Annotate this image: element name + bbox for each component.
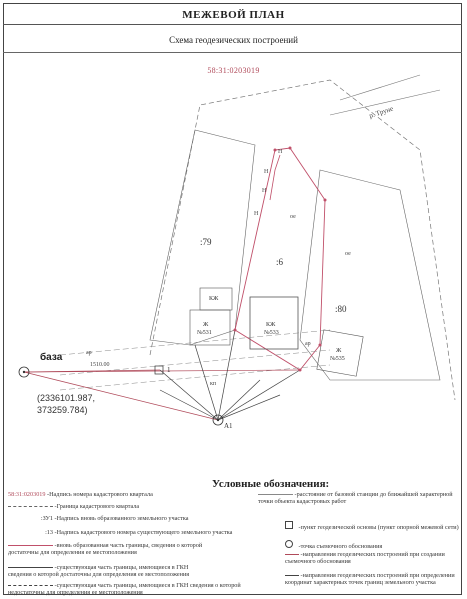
legend-symbol bbox=[8, 585, 53, 586]
point-a1-label: А1 bbox=[224, 422, 233, 430]
building-zh531-number: №531 bbox=[197, 330, 212, 336]
road-line-3 bbox=[60, 365, 330, 390]
legend-title: Условные обозначения: bbox=[212, 478, 330, 490]
legend-item-new-boundary bbox=[8, 542, 208, 556]
vertex-marker bbox=[289, 147, 292, 150]
parcel-6-label: :6 bbox=[276, 257, 284, 267]
new-parcel-boundary-inner bbox=[270, 155, 280, 200]
marker-n-2: Н bbox=[264, 169, 269, 175]
survey-ray-a1-f bbox=[160, 390, 218, 420]
legend-text: -существующая часть границы, имеющиеся в ГКН сведения о которой недостаточны для определения ее местоположения bbox=[8, 582, 241, 596]
distance-label: 1510.00 bbox=[90, 362, 110, 368]
legend-item-quarter-number bbox=[8, 491, 208, 498]
legend-text: -точка съемочного обоснования bbox=[298, 543, 383, 550]
legend-item-distance bbox=[258, 491, 463, 505]
legend-symbol bbox=[8, 506, 53, 507]
legend-symbol bbox=[8, 567, 53, 568]
road-line-1 bbox=[60, 330, 330, 355]
legend-text: -направления геодезических построений при создании съемочного обоснования bbox=[285, 551, 445, 565]
vertex-marker bbox=[234, 329, 237, 332]
legend-text: -Граница кадастрового квартала bbox=[54, 503, 140, 510]
page-title: МЕЖЕВОЙ ПЛАН bbox=[182, 9, 285, 21]
legend-item-quarter-boundary bbox=[8, 503, 208, 510]
street-label: р. Труне bbox=[368, 104, 395, 120]
marker-ar-1: ар bbox=[86, 350, 92, 356]
legend-text: -расстояние от базовой станции до ближайшей характерной точки объекта кадастровых работ bbox=[258, 491, 453, 505]
building-zh535-number: №535 bbox=[330, 356, 345, 362]
page-subtitle: Схема геодезических построений bbox=[169, 35, 298, 45]
legend-text: -существующая часть границы, имеющиеся в ГКН сведения о которой достаточны для определения ее местоположения bbox=[8, 564, 190, 578]
marker-oe-1: ое bbox=[290, 214, 296, 220]
legend-symbol: :13 bbox=[45, 529, 53, 536]
kp-label: кп bbox=[210, 381, 217, 387]
legend-item-coordinates-direction bbox=[285, 572, 463, 586]
survey-point-icon bbox=[285, 540, 293, 548]
building-zh531-label: Ж bbox=[203, 322, 209, 328]
legend-item-construction-direction bbox=[285, 551, 463, 565]
building-zh535-label: Ж bbox=[336, 348, 342, 354]
point-1-label: 1 bbox=[167, 366, 171, 374]
legend-symbol bbox=[285, 575, 299, 576]
legend-text: -Надпись вновь образованного земельного участка bbox=[54, 515, 189, 522]
parcel-80-outline bbox=[300, 170, 440, 380]
legend-text: -пункт геодезической основы (пункт опорной межевой сети) bbox=[298, 524, 459, 531]
legend-item-geodetic-point bbox=[285, 521, 463, 531]
survey-ray-a1-e bbox=[218, 395, 280, 420]
marker-oe-2: ое bbox=[345, 251, 351, 257]
quarter-boundary bbox=[150, 80, 455, 400]
legend-text: -вновь образованная часть границы, сведения о которой достаточны для определения ее местоположения bbox=[8, 542, 203, 556]
legend-text: -Надпись номера кадастрового квартала bbox=[47, 491, 153, 498]
base-station-dot bbox=[23, 371, 25, 373]
vertex-marker bbox=[274, 149, 277, 152]
legend-text: -Надпись кадастрового номера существующего земельного участка bbox=[54, 529, 233, 536]
marker-n-3: Н bbox=[262, 188, 267, 194]
marker-n-4: Н bbox=[254, 211, 259, 217]
survey-point-a1-dot bbox=[217, 419, 219, 421]
legend-text: -направления геодезических построений при определении координат характерных точек границ земельного участка bbox=[285, 572, 455, 586]
cadastral-quarter-number: 58:31:0203019 bbox=[207, 66, 260, 75]
base-coords-line1: (2336101.987, bbox=[37, 393, 96, 403]
vertex-marker bbox=[299, 369, 302, 372]
legend-item-new-parcel bbox=[8, 515, 208, 522]
legend-symbol bbox=[258, 494, 293, 495]
vertex-marker bbox=[324, 199, 327, 202]
geodetic-point-icon bbox=[285, 521, 293, 529]
legend-item-survey-point bbox=[285, 540, 463, 550]
legend-item-existing-parcel bbox=[8, 529, 258, 536]
marker-ar-2: ар bbox=[305, 341, 311, 347]
marker-n-1: Н bbox=[278, 149, 283, 155]
legend-item-insufficient-boundary bbox=[8, 582, 268, 596]
base-coords-line2: 373259.784) bbox=[37, 405, 88, 415]
base-label: база bbox=[40, 352, 63, 363]
legend-symbol: 58:31:0203019 bbox=[8, 491, 46, 498]
building-kzh-label: КЖ bbox=[209, 296, 219, 302]
street-line bbox=[340, 75, 420, 100]
parcel-80-label: :80 bbox=[335, 304, 347, 314]
legend-item-existing-boundary bbox=[8, 564, 208, 578]
parcel-79-label: :79 bbox=[200, 237, 212, 247]
legend-symbol bbox=[285, 554, 299, 555]
building-kzh533-number: №533 bbox=[264, 330, 279, 336]
legend-symbol bbox=[8, 545, 53, 546]
vertex-marker bbox=[319, 344, 322, 347]
legend-symbol: :ЗУ1 bbox=[40, 515, 53, 522]
survey-ray-a1-d bbox=[218, 370, 300, 420]
building-kzh533-label: КЖ bbox=[266, 322, 276, 328]
